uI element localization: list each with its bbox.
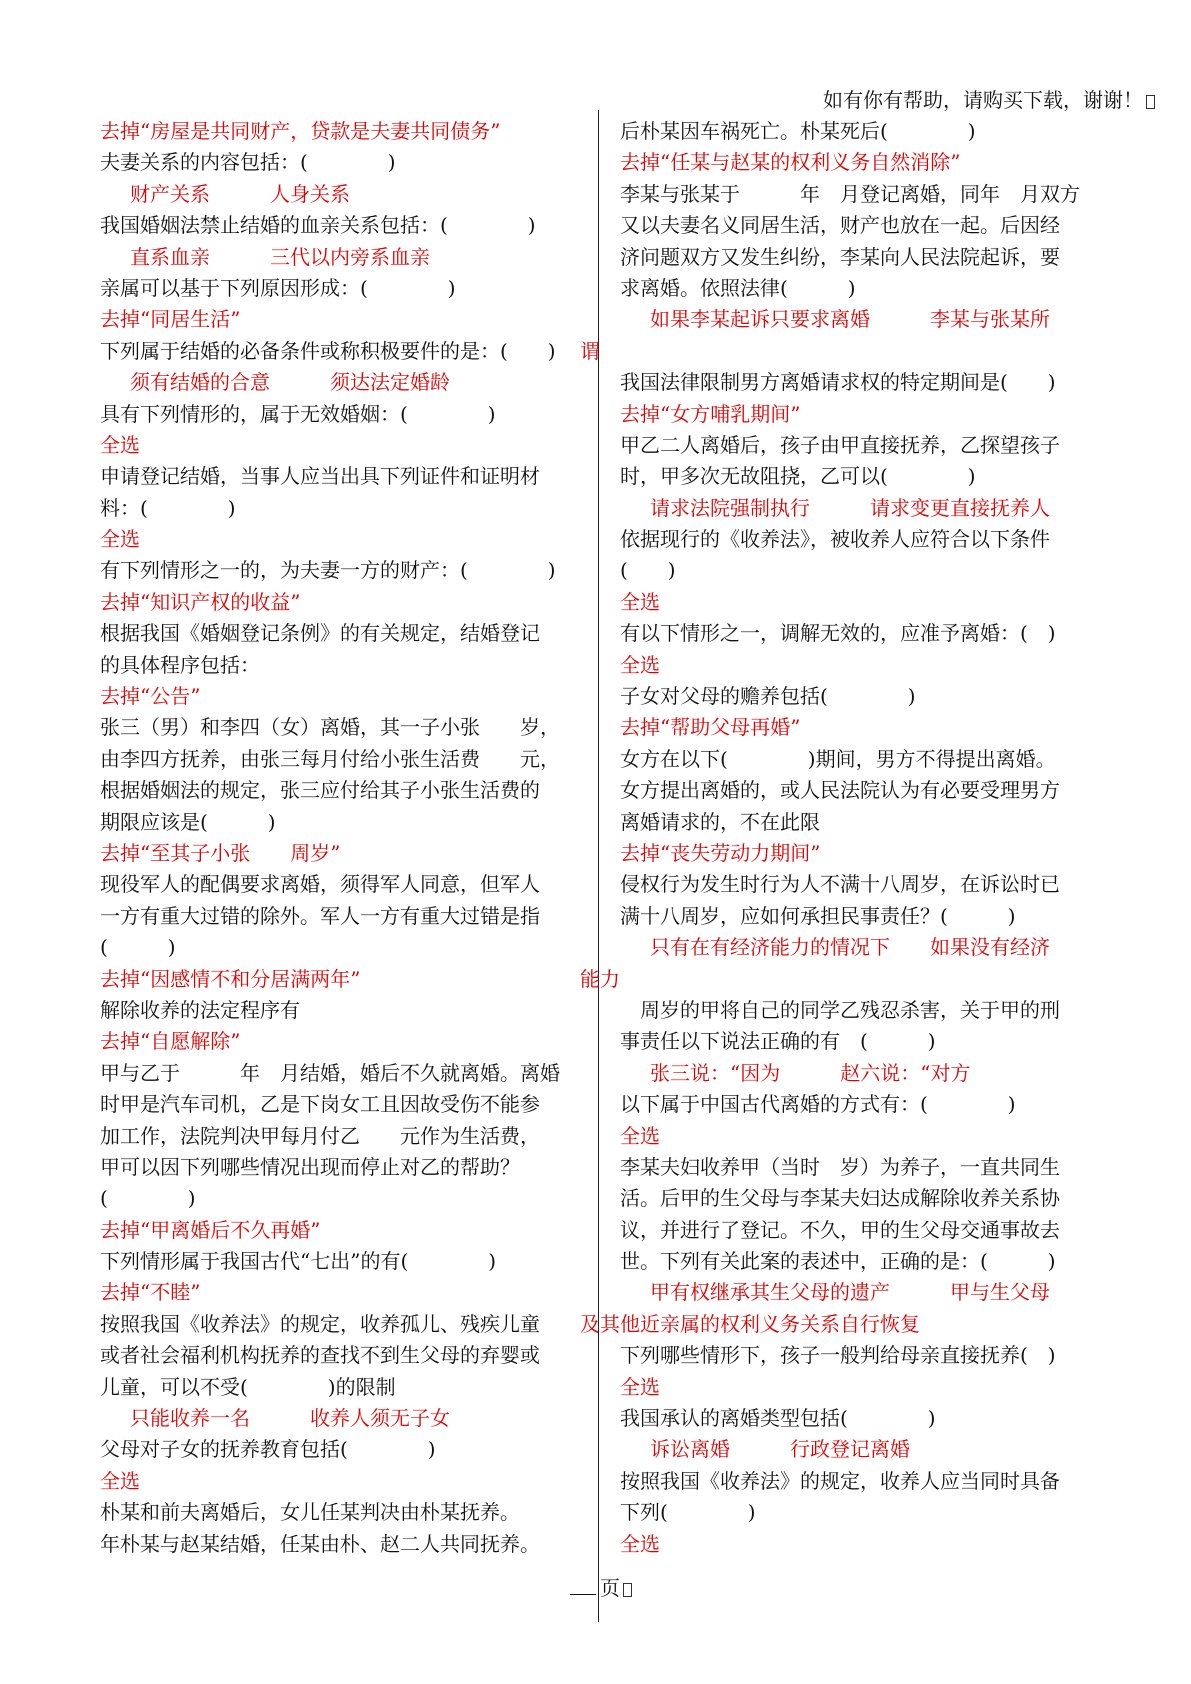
page-label: 页	[600, 1576, 620, 1600]
answer-line: 张三说：“因为 赵六说：“对方	[650, 1060, 971, 1085]
box-glyph-icon	[623, 1583, 632, 1597]
question-line: 时，甲多次无故阻挠，乙可以( )	[620, 464, 976, 489]
question-line: 有以下情形之一，调解无效的，应准予离婚：( )	[620, 621, 1056, 646]
answer-line: 去掉“公告”	[100, 684, 201, 709]
answer-line: 诉讼离婚 行政登记离婚	[650, 1437, 910, 1462]
question-line: 以下属于中国古代离婚的方式有：( )	[620, 1092, 1016, 1117]
question-line: 甲乙二人离婚后，孩子由甲直接抚养，乙探望孩子	[620, 432, 1060, 457]
answer-line: 全选	[100, 527, 140, 552]
question-line: 求离婚。依照法律( )	[620, 275, 856, 300]
answer-line: 全选	[620, 652, 660, 677]
question-line: 张三（男）和李四（女）离婚，其一子小张 岁，	[100, 715, 560, 740]
answer-line: 全选	[100, 1468, 140, 1493]
answer-line: 去掉“房屋是共同财产，贷款是夫妻共同债务”	[100, 119, 501, 143]
answer-line: 只有在有经济能力的情况下 如果没有经济	[650, 935, 1050, 960]
answer-line: 去掉“女方哺乳期间”	[620, 401, 801, 426]
answer-line: 去掉“自愿解除”	[100, 1029, 241, 1054]
question-line: 我国婚姻法禁止结婚的血亲关系包括：( )	[100, 213, 536, 238]
question-line: 议，并进行了登记。不久，甲的生父母交通事故去	[620, 1217, 1060, 1242]
question-line: 申请登记结婚，当事人应当出具下列证件和证明材	[100, 464, 540, 489]
answer-line: 全选	[620, 589, 660, 614]
header-note-text: 如有你有帮助，请购买下载，谢谢！	[823, 88, 1143, 112]
question-line: 加工作，法院判决甲每月付乙 元作为生活费，	[100, 1123, 540, 1148]
question-line: 满十八周岁，应如何承担民事责任？( )	[620, 903, 1016, 928]
answer-line: 全选	[620, 1531, 660, 1556]
question-line: 按照我国《收养法》的规定，收养孤儿、残疾儿童	[100, 1311, 540, 1336]
question-line: 儿童，可以不受( )的限制	[100, 1374, 396, 1399]
left-column	[100, 116, 565, 1560]
question-line: 依据现行的《收养法》，被收养人应符合以下条件	[620, 527, 1050, 552]
question-line: 后朴某因车祸死亡。朴某死后( )	[620, 119, 976, 143]
question-line: 由李四方抚养，由张三每月付给小张生活费 元，	[100, 746, 560, 771]
answer-line: 全选	[620, 1374, 660, 1399]
question-line: 侵权行为发生时行为人不满十八周岁，在诉讼时已	[620, 872, 1060, 897]
answer-line: 如果李某起诉只要求离婚 李某与张某所	[650, 307, 1050, 332]
question-line: 下列哪些情形下，孩子一般判给母亲直接抚养( )	[620, 1343, 1056, 1368]
answer-line: 去掉“至其子小张 周岁”	[100, 840, 341, 865]
answer-line: 谓	[580, 338, 600, 363]
page-footer	[570, 1572, 632, 1601]
question-line: 解除收养的法定程序有	[100, 997, 300, 1022]
question-line: 周岁的甲将自己的同学乙残忍杀害，关于甲的刑	[620, 997, 1060, 1022]
question-line: 子女对父母的赡养包括( )	[620, 684, 916, 709]
question-line: 离婚请求的，不在此限	[620, 809, 820, 834]
answer-line: 财产关系 人身关系	[130, 181, 350, 206]
question-line: 我国承认的离婚类型包括( )	[620, 1406, 936, 1431]
question-line: 济问题双方又发生纠纷，李某向人民法院起诉，要	[620, 244, 1060, 269]
answer-line: 去掉“知识产权的收益”	[100, 589, 301, 614]
question-line: ( )	[100, 935, 176, 960]
question-line: 世。下列有关此案的表述中，正确的是：( )	[620, 1249, 1056, 1274]
question-line: 李某与张某于 年 月登记离婚，同年 月双方	[620, 181, 1080, 206]
question-line: 甲与乙于 年 月结婚，婚后不久就离婚。离婚	[100, 1060, 560, 1085]
page-number-blank	[570, 1576, 596, 1595]
answer-line: 请求法院强制执行 请求变更直接抚养人	[650, 495, 1050, 520]
question-line: 李某夫妇收养甲（当时 岁）为养子，一直共同生	[620, 1154, 1060, 1179]
question-line: 料：( )	[100, 495, 236, 520]
question-line: 活。后甲的生父母与李某夫妇达成解除收养关系协	[620, 1186, 1060, 1211]
question-line: 现役军人的配偶要求离婚，须得军人同意，但军人	[100, 872, 540, 897]
question-line: 下列属于结婚的必备条件或称积极要件的是：( )	[100, 338, 556, 363]
question-line: 甲可以因下列哪些情况出现而停止对乙的帮助？	[100, 1154, 520, 1179]
question-line: 期限应该是( )	[100, 809, 276, 834]
question-line: 或者社会福利机构抚养的查找不到生父母的弃婴或	[100, 1343, 540, 1368]
question-line: 父母对子女的抚养教育包括( )	[100, 1437, 436, 1462]
question-line: 朴某和前夫离婚后，女儿任某判决由朴某抚养。	[100, 1500, 520, 1525]
question-line: 根据我国《婚姻登记条例》的有关规定，结婚登记	[100, 621, 540, 646]
question-line: 下列情形属于我国古代“七出”的有( )	[100, 1249, 497, 1274]
question-line: 女方提出离婚的，或人民法院认为有必要受理男方	[620, 778, 1060, 803]
answer-line: 全选	[100, 432, 140, 457]
answer-line: 能力	[580, 966, 620, 991]
question-line: 有下列情形之一的，为夫妻一方的财产：( )	[100, 558, 556, 583]
question-line: 又以夫妻名义同居生活，财产也放在一起。后因经	[620, 213, 1060, 238]
answer-line: 去掉“甲离婚后不久再婚”	[100, 1217, 321, 1242]
answer-line: 去掉“不睦”	[100, 1280, 201, 1305]
question-line: 根据婚姻法的规定，张三应付给其子小张生活费的	[100, 778, 540, 803]
answer-line: 须有结婚的合意 须达法定婚龄	[130, 370, 450, 395]
question-line: 按照我国《收养法》的规定，收养人应当同时具备	[620, 1468, 1060, 1493]
question-line: 一方有重大过错的除外。军人一方有重大过错是指	[100, 903, 540, 928]
box-glyph-icon	[1146, 95, 1155, 109]
question-line: 时甲是汽车司机，乙是下岗女工且因故受伤不能参	[100, 1092, 540, 1117]
question-line: ( )	[100, 1186, 196, 1211]
question-line: 我国法律限制男方离婚请求权的特定期间是( )	[620, 370, 1056, 395]
question-line: 年朴某与赵某结婚，任某由朴、赵二人共同抚养。	[100, 1531, 540, 1556]
question-line: 的具体程序包括：	[100, 652, 260, 677]
answer-line: 去掉“因感情不和分居满两年”	[100, 966, 361, 991]
question-line: 具有下列情形的，属于无效婚姻：( )	[100, 401, 496, 426]
question-line: 女方在以下( )期间，男方不得提出离婚。	[620, 746, 1056, 771]
question-line: 亲属可以基于下列原因形成：( )	[100, 275, 456, 300]
answer-line: 去掉“任某与赵某的权利义务自然消除”	[620, 150, 961, 175]
question-line: 事责任以下说法正确的有 ( )	[620, 1029, 936, 1054]
answer-line: 去掉“同居生活”	[100, 307, 241, 332]
question-line: 下列( )	[620, 1500, 756, 1525]
question-line: 夫妻关系的内容包括：( )	[100, 150, 396, 175]
answer-line: 及其他近亲属的权利义务关系自行恢复	[580, 1311, 920, 1336]
answer-line: 只能收养一名 收养人须无子女	[130, 1406, 450, 1431]
answer-line: 全选	[620, 1123, 660, 1148]
right-column	[580, 116, 1132, 1560]
answer-line: 直系血亲 三代以内旁系血亲	[130, 244, 430, 269]
question-line: ( )	[620, 558, 676, 583]
answer-line: 甲有权继承其生父母的遗产 甲与生父母	[650, 1280, 1050, 1305]
header-note	[823, 86, 1155, 114]
answer-line: 去掉“丧失劳动力期间”	[620, 840, 821, 865]
answer-line: 去掉“帮助父母再婚”	[620, 715, 801, 740]
